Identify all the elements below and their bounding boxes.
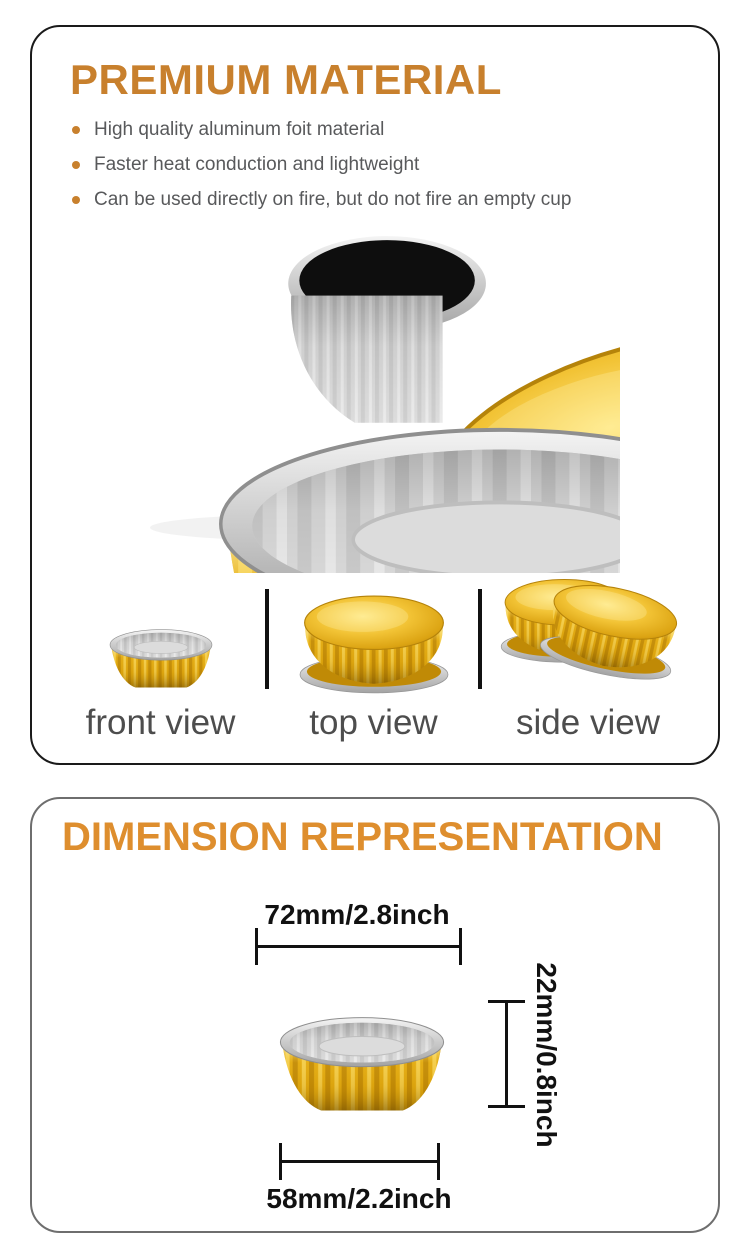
view-side xyxy=(482,577,694,743)
dimension-cup-image xyxy=(260,991,464,1129)
bullet-dot-icon xyxy=(72,196,80,204)
bottom-width-value: 58mm/2.2inch xyxy=(266,1183,452,1214)
feature-text: Can be used directly on fire, but do not fire an empty cup xyxy=(94,189,572,210)
top-view-image xyxy=(286,577,462,699)
feature-list xyxy=(72,119,571,224)
view-top xyxy=(269,577,478,743)
dimension-title: DIMENSION REPRESENTATION xyxy=(62,815,663,859)
bullet-dot-icon xyxy=(72,126,80,134)
feature-text: High quality aluminum foit material xyxy=(94,119,385,140)
view-front xyxy=(56,577,265,743)
feature-item xyxy=(72,189,571,211)
height-value: 22mm/0.8inch xyxy=(531,962,562,1148)
front-cup xyxy=(221,430,620,573)
side-view-label: side view xyxy=(516,703,660,742)
views-row xyxy=(56,577,694,743)
top-width-value: 72mm/2.8inch xyxy=(264,899,450,930)
side-view-image-area xyxy=(482,577,694,699)
bottom-width-dimension-line xyxy=(279,1160,440,1163)
premium-material-card xyxy=(30,25,720,765)
front-view-label: front view xyxy=(85,703,236,742)
top-view-label: top view xyxy=(309,703,438,742)
top-width-dimension-line xyxy=(255,945,462,948)
front-view-image xyxy=(97,613,225,699)
product-photo-foil-cups xyxy=(134,225,620,573)
top-view-image-area xyxy=(286,577,462,699)
back-cup xyxy=(288,236,486,423)
side-view-image xyxy=(482,561,694,699)
front-view-image-area xyxy=(97,577,225,699)
dimension-card xyxy=(30,797,720,1233)
feature-item xyxy=(72,154,571,176)
height-dimension-line xyxy=(505,1000,508,1108)
feature-item xyxy=(72,119,571,141)
bullet-dot-icon xyxy=(72,161,80,169)
premium-title: PREMIUM MATERIAL xyxy=(70,56,502,103)
feature-text: Faster heat conduction and lightweight xyxy=(94,154,420,175)
